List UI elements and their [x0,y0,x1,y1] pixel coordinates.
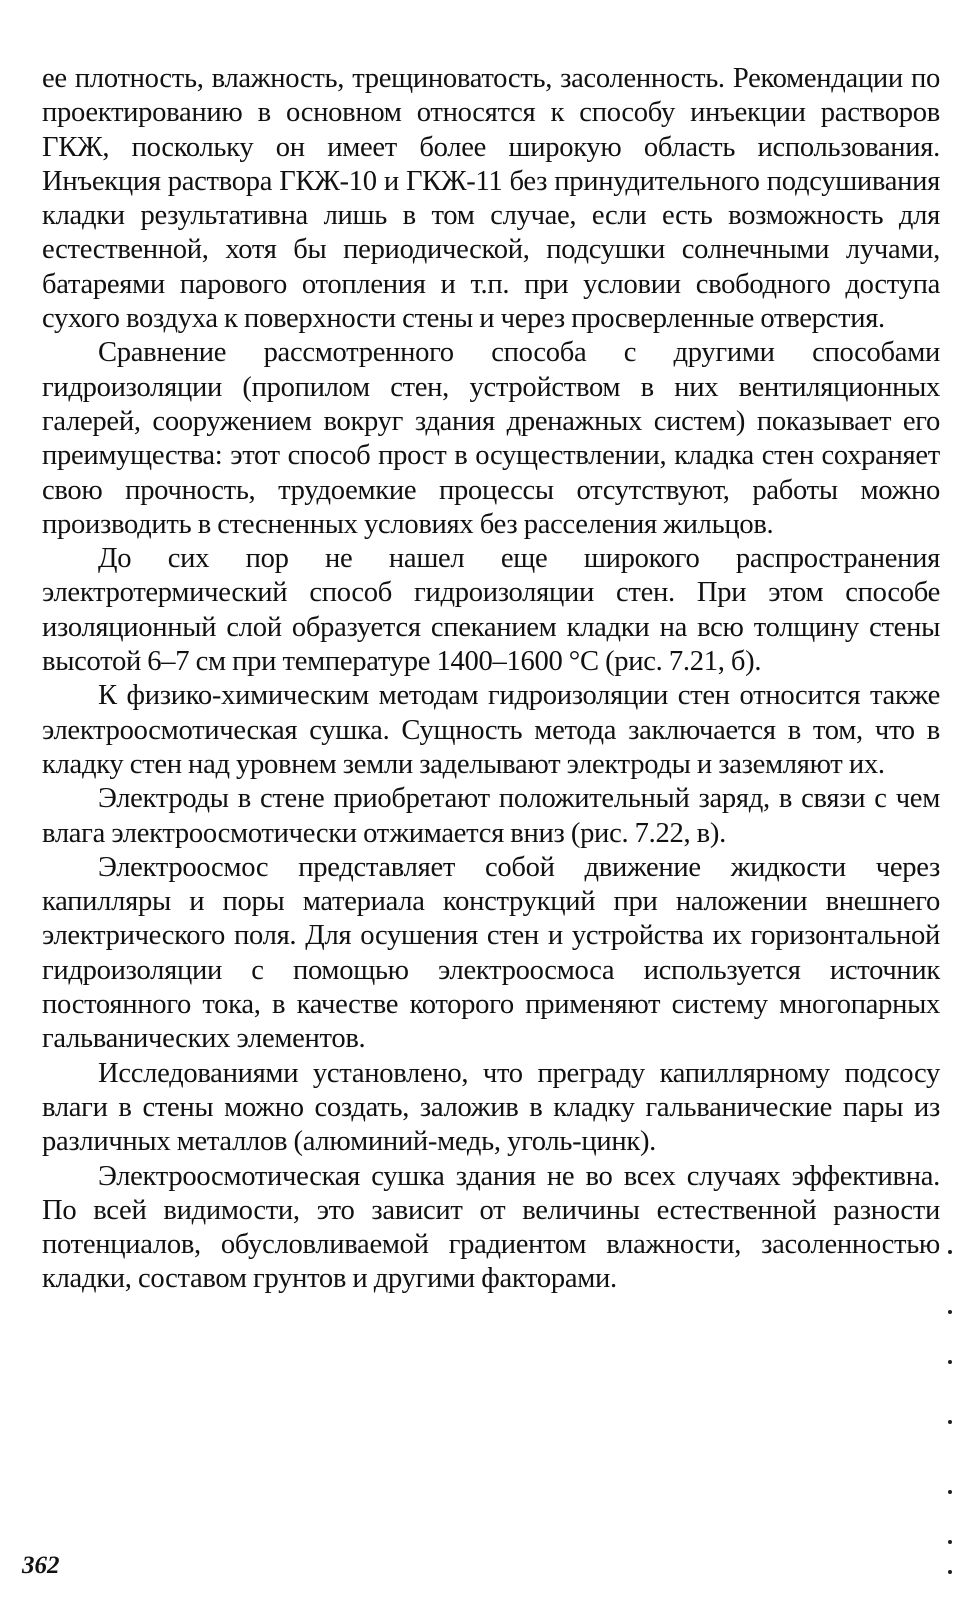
page-number: 362 [22,1552,60,1579]
paragraph-1: ее плотность, влажность, трещиноватость, засоленность. Рекомендации по проектированию в основном относятся к способу инъекции растворов ГКЖ, поскольку он имеет более широкую область использования. Инъекция раствора ГКЖ-10 и ГКЖ-11 без принудительного подсушивания кладки результативна лишь в том случае, если есть возможность для естественной, хотя бы периодической, подсушки солнечными лучами, батареями парового отопления и т.п. при условии свободного доступа сухого воздуха к поверхности стены и через просверленные отверстия. [42,63,940,335]
paragraph-5: Электроды в стене приобретают положительный заряд, в связи с чем влага электроосмотически отжимается вниз (рис. 7.22, в). [42,783,940,849]
paragraph-4: К физико-химическим методам гидроизоляции стен относится также электроосмотическая сушка. Сущность метода заключается в том, что в кладку стен над уровнем земли заделывают электроды и заземляют их. [42,680,940,780]
page-body [42,62,940,1297]
paragraph-6: Электроосмос представляет собой движение жидкости через капилляры и поры материала конструкций при наложении внешнего электрического поля. Для осушения стен и устройства их горизонтальной гидроизоляции с помощью электроосмоса используется источник постоянного тока, в качестве которого применяют систему многопарных гальванических элементов. [42,851,940,1055]
paragraph-2: Сравнение рассмотренного способа с другими способами гидроизоляции (пропилом стен, устройством в них вентиляционных галерей, сооружением вокруг здания дренажных систем) показывает его преимущества: этот способ прост в осуществлении, кладка стен сохраняет свою прочность, трудоемкие процессы отсутствуют, работы можно производить в стесненных условиях без расселения жильцов. [42,337,940,540]
scan-edge-marks [948,1250,954,1600]
paragraph-7: Исследованиями установлено, что преграду капиллярному подсосу влаги в стены можно создать, заложив в кладку гальванические пары из различных металлов (алюминий-медь, уголь-цинк). [42,1057,940,1158]
paragraph-8: Электроосмотическая сушка здания не во всех случаях эффективна. По всей видимости, это зависит от величины естественной разности потенциалов, обусловливаемой градиентом влажности, засоленностью кладки, составом грунтов и другими факторами. [42,1160,940,1295]
paragraph-3: До сих пор не нашел еще широкого распространения электротермический способ гидроизоляции стен. При этом способе изоляционный слой образуется спеканием кладки на всю толщину стены высотой 6–7 см при температуре 1400–1600 °С (рис. 7.21, б). [42,543,940,678]
